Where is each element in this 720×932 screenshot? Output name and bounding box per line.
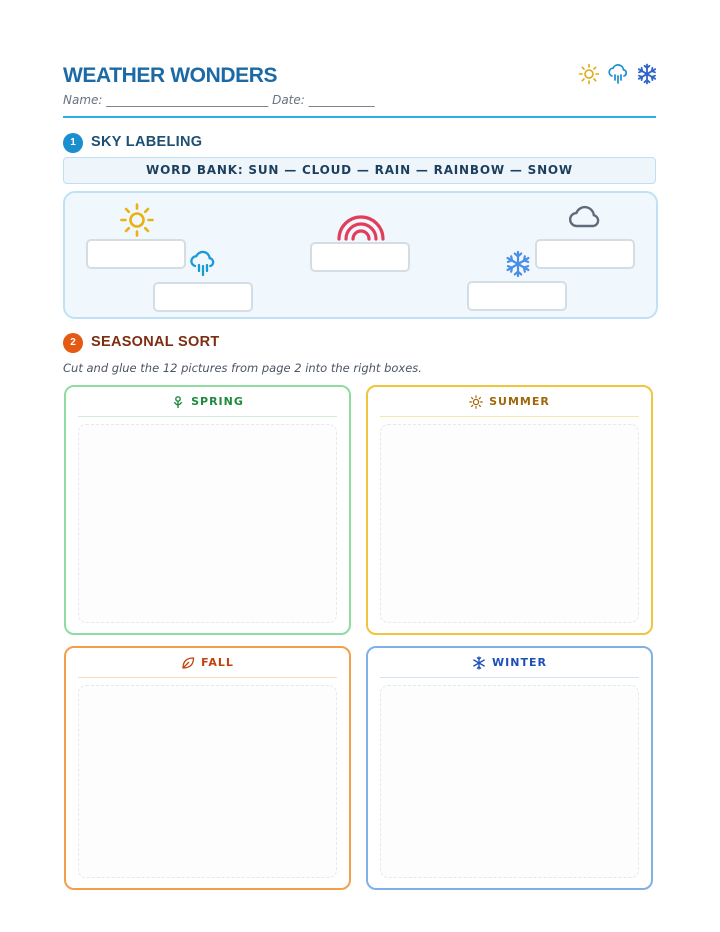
- instructions-text: Cut and glue the 12 pictures from page 2 into the right boxes.: [63, 361, 422, 375]
- rainbow-icon: [335, 211, 387, 241]
- section-title-sky-labeling: SKY LABELING: [91, 134, 203, 150]
- glue-area-fall[interactable]: [78, 685, 337, 878]
- glue-area-winter[interactable]: [380, 685, 639, 878]
- snowflake-icon: [636, 63, 658, 85]
- season-label: FALL: [201, 656, 234, 669]
- season-divider: [380, 416, 639, 417]
- word-bank: WORD BANK: SUN — CLOUD — RAIN — RAINBOW — SNOW: [63, 157, 656, 184]
- sun-icon: [578, 63, 600, 85]
- season-box-summer: [366, 385, 653, 635]
- flower-icon: [171, 395, 185, 409]
- section-title-seasonal-sort: SEASONAL SORT: [91, 334, 220, 350]
- name-date-line: Name: ___________________________ Date: ___________: [63, 93, 375, 107]
- label-box-cloud[interactable]: [535, 239, 635, 269]
- rain-cloud-icon: [188, 249, 218, 279]
- label-box-rainbow[interactable]: [310, 242, 410, 272]
- season-label: WINTER: [492, 656, 547, 669]
- section-number-badge: 2: [63, 333, 83, 353]
- season-label: SPRING: [191, 395, 244, 408]
- cloud-icon: [567, 204, 603, 230]
- glue-area-spring[interactable]: [78, 424, 337, 623]
- leaf-icon: [181, 656, 195, 670]
- snowflake-icon: [504, 250, 532, 278]
- snowflake-icon: [472, 656, 486, 670]
- season-box-spring: [64, 385, 351, 635]
- season-box-fall: [64, 646, 351, 890]
- sky-labeling-panel: [63, 191, 658, 319]
- glue-area-summer[interactable]: [380, 424, 639, 623]
- sun-icon: [119, 202, 155, 238]
- worksheet-title: WEATHER WONDERS: [63, 64, 278, 87]
- season-label: SUMMER: [489, 395, 550, 408]
- sun-icon: [469, 395, 483, 409]
- season-divider: [380, 677, 639, 678]
- rain-cloud-icon: [607, 63, 629, 85]
- label-box-rain[interactable]: [153, 282, 253, 312]
- header-divider: [63, 116, 656, 118]
- section-number-badge: 1: [63, 133, 83, 153]
- label-box-sun[interactable]: [86, 239, 186, 269]
- header-weather-icons: [578, 63, 658, 87]
- season-divider: [78, 677, 337, 678]
- season-divider: [78, 416, 337, 417]
- season-box-winter: [366, 646, 653, 890]
- label-box-snow[interactable]: [467, 281, 567, 311]
